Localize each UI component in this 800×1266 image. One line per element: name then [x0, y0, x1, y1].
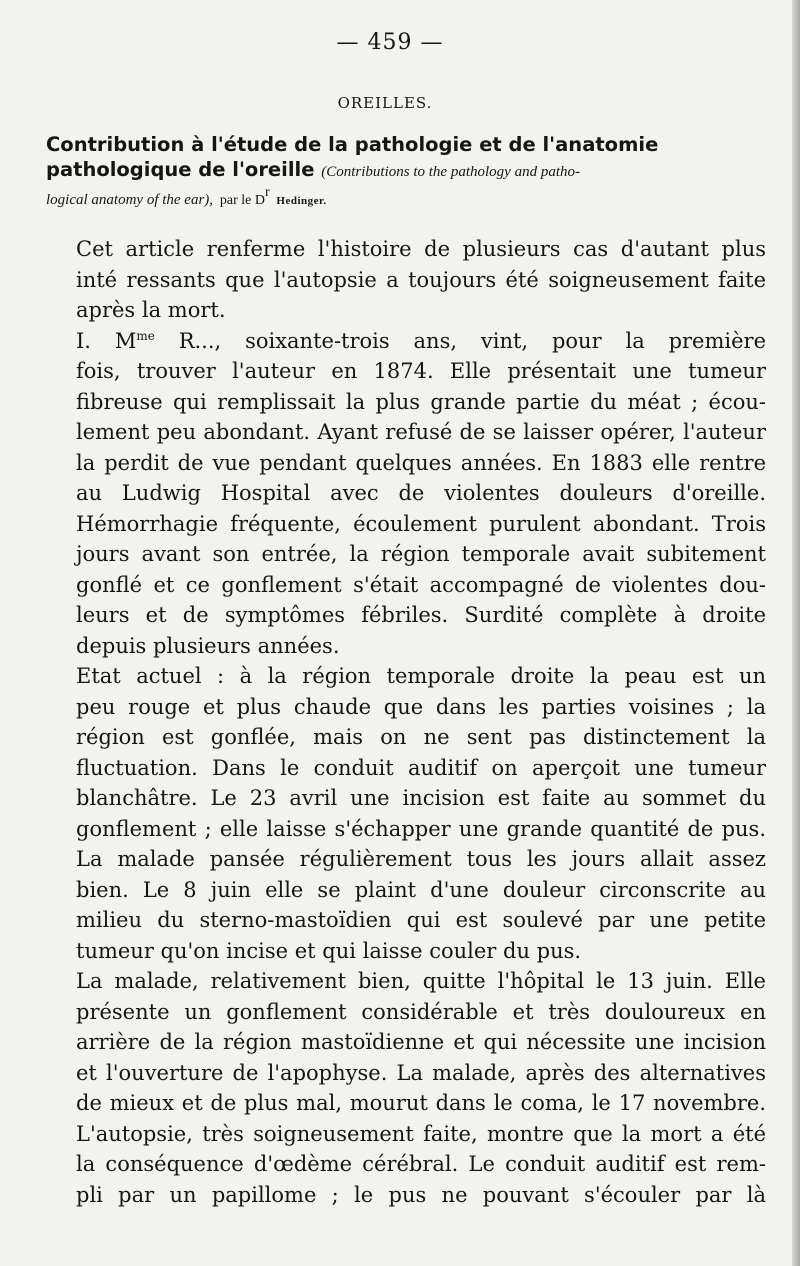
paragraph: [46, 234, 766, 326]
text-line: milieu du sterno-mastoïdien qui est soulevé par une petite: [76, 908, 766, 932]
text-line: jours avant son entrée, la région temporale avait subitement: [76, 542, 766, 566]
author-name: Hedinger.: [276, 195, 327, 207]
text-line: de mieux et de plus mal, mourut dans le coma, le 17 novembre.: [76, 1091, 766, 1115]
text-line: pli par un papillome ; le pus ne pouvant s'écouler par là: [76, 1182, 766, 1207]
text-line: La malade, relativement bien, quitte l'hôpital le 13 juin. Elle: [76, 969, 766, 993]
text-line: Etat actuel : à la région temporale droite la peau est un: [76, 664, 766, 688]
page-edge-shadow: [792, 0, 800, 1266]
text-line: peu rouge et plus chaude que dans les parties voisines ; la: [76, 694, 766, 719]
title-line-2-bold: pathologique de l'oreille: [46, 158, 315, 181]
page-number: — 459 —: [336, 30, 444, 55]
paragraph: [46, 661, 766, 966]
text-line: fibreuse qui remplissait la plus grande partie du méat ; écou-: [76, 389, 766, 414]
text-line: Cet article renferme l'histoire de plusieurs cas d'autant plus: [76, 237, 766, 261]
text-line: bien. Le 8 juin elle se plaint d'une douleur circonscrite au: [76, 877, 766, 902]
paragraph: [46, 966, 766, 1210]
title-line-3-italic: logical anatomy of the ear),: [46, 192, 214, 208]
text-line: tumeur qu'on incise et qui laisse couler du pus.: [76, 938, 582, 963]
text-line: fois, trouver l'auteur en 1874. Elle présentait une tumeur: [76, 359, 766, 383]
title-line-1: Contribution à l'étude de la pathologie et de l'anatomie: [46, 133, 659, 156]
text-line: au Ludwig Hospital avec de violentes douleurs d'oreille.: [76, 481, 766, 505]
section-heading: OREILLES.: [337, 94, 433, 112]
text-line: La malade pansée régulièrement tous les jours allait assez: [76, 847, 766, 871]
title-line-2: [46, 157, 764, 185]
text-line: fluctuation. Dans le conduit auditif on aperçoit une tumeur: [76, 755, 766, 780]
paragraph: [46, 326, 766, 662]
superscript: me: [136, 328, 155, 343]
title-line-3: [46, 185, 764, 214]
text-line: région est gonflée, mais on ne sent pas distinctement la: [76, 725, 766, 749]
text-line: lement peu abondant. Ayant refusé de se laisser opérer, l'auteur: [76, 420, 766, 444]
text-line: arrière de la région mastoïdienne et qui nécessite une incision: [76, 1030, 766, 1054]
text-line: et l'ouverture de l'apophyse. La malade, après des alternatives: [76, 1060, 766, 1085]
text-line: présente un gonflement considérable et très douloureux en: [76, 999, 766, 1024]
text-line: L'autopsie, très soigneusement faite, montre que la mort a été: [76, 1121, 766, 1146]
text-line: après la mort.: [76, 298, 226, 322]
text-line: blanchâtre. Le 23 avril une incision est faite au sommet du: [76, 786, 766, 810]
text-line: la conséquence d'œdème cérébral. Le conduit auditif est rem-: [76, 1152, 766, 1176]
text-line: la perdit de vue pendant quelques années. En 1883 elle rentre: [76, 450, 766, 475]
text-line: Hémorrhagie fréquente, écoulement purulent abondant. Trois: [76, 511, 766, 536]
text-line: gonflé et ce gonflement s'était accompagné de violentes dou-: [76, 572, 766, 597]
text-line: depuis plusieurs années.: [76, 633, 340, 658]
text-line: I. $M^{me}$ R..., soixante-trois ans, vint, pour la première: [76, 328, 767, 353]
text-line: gonflement ; elle laisse s'échapper une grande quantité de pus.: [76, 816, 766, 841]
article-body: [46, 234, 766, 1210]
title-par: par le D: [219, 193, 265, 208]
text-line: inté ressants que l'autopsie a toujours été soigneusement faite: [76, 267, 766, 292]
title-sup: r: [264, 185, 270, 200]
title-line-2-italic: (Contributions to the pathology and patho-: [321, 164, 580, 180]
article-title: [46, 132, 764, 214]
text-line: leurs et de symptômes fébriles. Surdité complète à droite: [76, 603, 766, 627]
